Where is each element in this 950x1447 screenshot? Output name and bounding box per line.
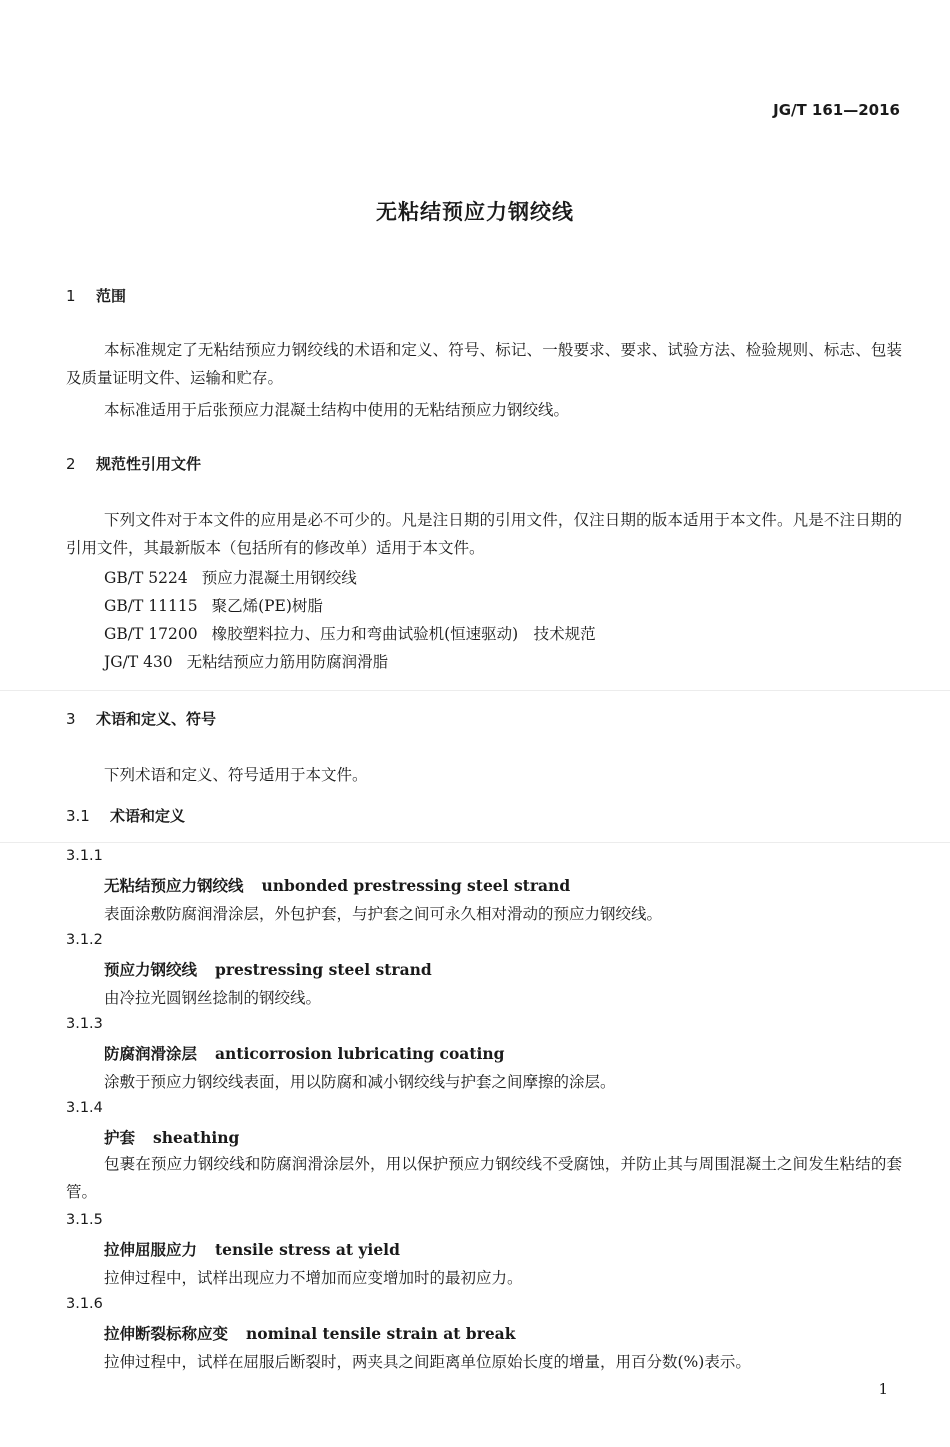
clause-number: 3.1.2 <box>66 932 103 948</box>
term-definition: 由冷拉光圆钢丝捻制的钢绞线。 <box>104 989 322 1007</box>
reference-title: 聚乙烯(PE)树脂 <box>211 597 323 615</box>
subsection-number: 3.1 <box>66 807 90 825</box>
reference-code: JG/T 430 <box>104 653 173 671</box>
section-1-paragraph-1: 本标准规定了无粘结预应力钢绞线的术语和定义、符号、标记、一般要求、要求、试验方法、检验规则、标志、包装及质量证明文件、运输和贮存。 <box>66 341 902 387</box>
reference-code: GB/T 17200 <box>104 625 198 643</box>
term-entry <box>104 874 570 896</box>
term-zh: 预应力钢绞线 <box>104 960 198 979</box>
normative-reference <box>104 566 357 588</box>
section-2-paragraph-1: 下列文件对于本文件的应用是必不可少的。凡是注日期的引用文件，仅注日期的版本适用于本文件。凡是不注日期的引用文件，其最新版本（包括所有的修改单）适用于本文件。 <box>66 511 902 557</box>
scan-artifact-line <box>0 842 950 843</box>
normative-reference <box>104 594 323 616</box>
page-number: 1 <box>878 1380 888 1398</box>
document-title: 无粘结预应力钢绞线 <box>376 200 574 224</box>
section-number: 3 <box>66 710 76 728</box>
term-en: sheathing <box>153 1128 240 1147</box>
term-definition: 包裹在预应力钢绞线和防腐润滑涂层外，用以保护预应力钢绞线不受腐蚀，并防止其与周围混凝土之间发生粘结的套管。 <box>66 1155 902 1201</box>
clause-number: 3.1.1 <box>66 848 103 864</box>
term-definition: 表面涂敷防腐润滑涂层，外包护套，与护套之间可永久相对滑动的预应力钢绞线。 <box>104 905 663 923</box>
section-title: 规范性引用文件 <box>96 455 202 473</box>
reference-title: 无粘结预应力筋用防腐润滑脂 <box>186 653 389 671</box>
term-zh: 无粘结预应力钢绞线 <box>104 876 244 895</box>
clause-number: 3.1.5 <box>66 1212 103 1228</box>
section-number: 1 <box>66 287 76 305</box>
section-3-heading <box>66 708 216 729</box>
term-definition: 拉伸过程中，试样出现应力不增加而应变增加时的最初应力。 <box>104 1269 523 1287</box>
reference-title: 预应力混凝土用钢绞线 <box>201 569 357 587</box>
term-entry <box>104 1322 515 1344</box>
term-definition: 拉伸过程中，试样在屈服后断裂时，两夹具之间距离单位原始长度的增量，用百分数(%)表示。 <box>104 1353 751 1371</box>
reference-code: GB/T 11115 <box>104 597 198 615</box>
term-entry <box>104 1042 505 1064</box>
term-en: unbonded prestressing steel strand <box>261 876 571 895</box>
clause-number: 3.1.3 <box>66 1016 103 1032</box>
term-entry <box>104 1126 239 1148</box>
standard-code: JG/T 161—2016 <box>773 101 900 119</box>
section-title: 术语和定义、符号 <box>96 710 217 728</box>
term-zh: 拉伸断裂标称应变 <box>104 1324 229 1343</box>
section-title: 范围 <box>96 287 127 305</box>
term-zh: 拉伸屈服应力 <box>104 1240 198 1259</box>
section-3-intro: 下列术语和定义、符号适用于本文件。 <box>104 766 368 784</box>
term-zh: 护套 <box>104 1128 136 1147</box>
term-entry <box>104 1238 400 1260</box>
term-en: tensile stress at yield <box>215 1240 400 1259</box>
term-en: anticorrosion lubricating coating <box>215 1044 505 1063</box>
reference-code: GB/T 5224 <box>104 569 188 587</box>
normative-reference <box>104 650 388 672</box>
term-definition: 涂敷于预应力钢绞线表面，用以防腐和减小钢绞线与护套之间摩擦的涂层。 <box>104 1073 616 1091</box>
scan-artifact-line <box>0 690 950 691</box>
section-1-paragraph-2: 本标准适用于后张预应力混凝土结构中使用的无粘结预应力钢绞线。 <box>104 401 570 419</box>
subsection-title: 术语和定义 <box>110 807 186 825</box>
reference-title: 橡胶塑料拉力、压力和弯曲试验机(恒速驱动) 技术规范 <box>211 625 596 643</box>
clause-number: 3.1.6 <box>66 1296 103 1312</box>
section-number: 2 <box>66 455 76 473</box>
term-en: prestressing steel strand <box>215 960 432 979</box>
section-1-heading <box>66 285 126 306</box>
term-zh: 防腐润滑涂层 <box>104 1044 198 1063</box>
term-en: nominal tensile strain at break <box>246 1324 516 1343</box>
normative-reference <box>104 622 596 644</box>
term-entry <box>104 958 432 980</box>
section-2-heading <box>66 453 201 474</box>
subsection-3-1-heading <box>66 805 185 826</box>
clause-number: 3.1.4 <box>66 1100 103 1116</box>
